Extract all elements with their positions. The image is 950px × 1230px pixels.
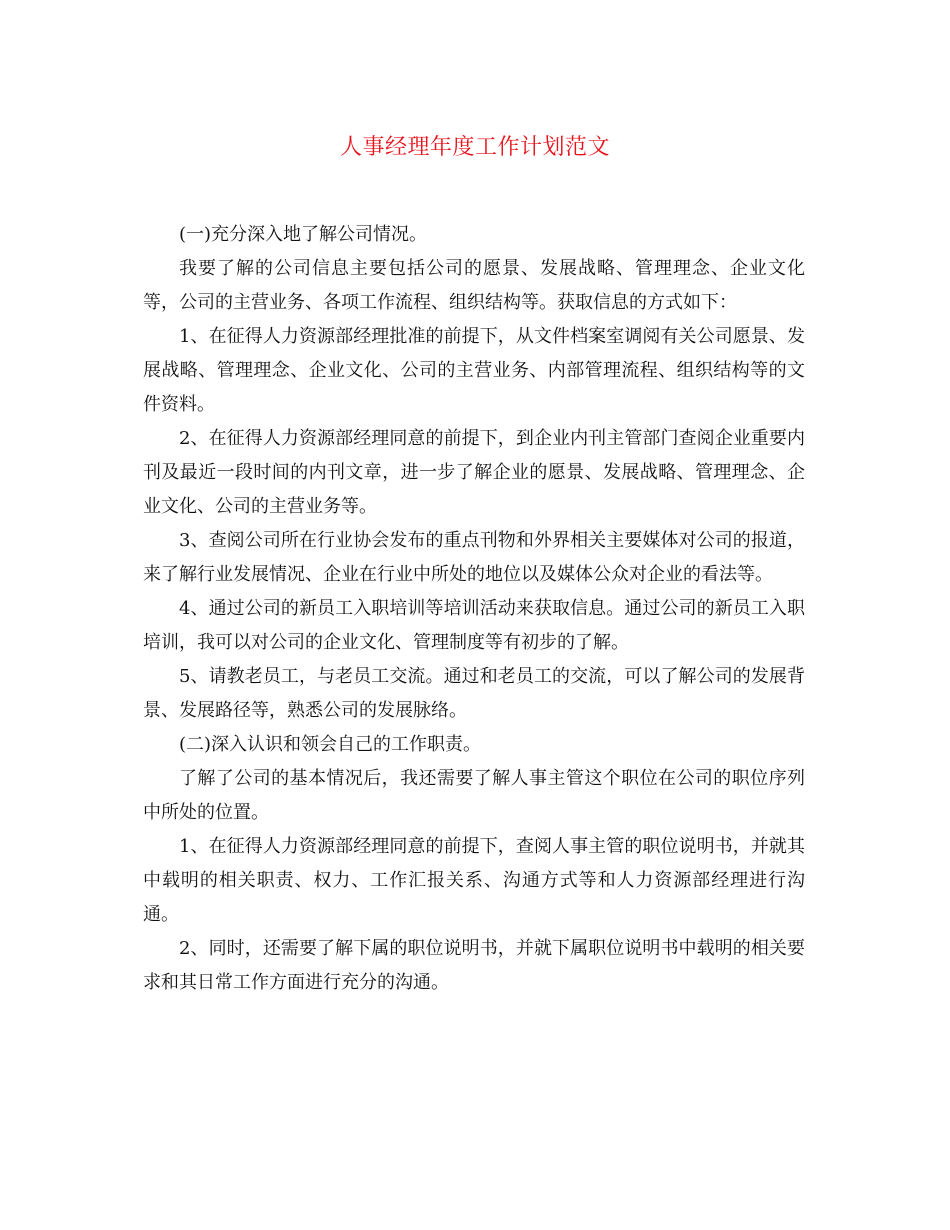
paragraph-section-2-heading: (二)深入认识和领会自己的工作职责。 xyxy=(179,734,482,755)
document-body xyxy=(143,218,805,1000)
paragraph-item-1: 1、在征得人力资源部经理批准的前提下，从文件档案室调阅有关公司愿景、发展战略、管理理念、企业文化、公司的主营业务、内部管理流程、组织结构等的文件资料。 xyxy=(143,326,805,415)
paragraph-item-5: 5、请教老员工，与老员工交流。通过和老员工的交流，可以了解公司的发展背景、发展路径等，熟悉公司的发展脉络。 xyxy=(143,666,805,721)
paragraph-intro: 我要了解的公司信息主要包括公司的愿景、发展战略、管理理念、企业文化等，公司的主营业务、各项工作流程、组织结构等。获取信息的方式如下： xyxy=(143,258,805,313)
paragraph-item-3: 3、查阅公司所在行业协会发布的重点刊物和外界相关主要媒体对公司的报道，来了解行业发展情况、企业在行业中所处的地位以及媒体公众对企业的看法等。 xyxy=(143,530,805,585)
document-title: 人事经理年度工作计划范文 xyxy=(339,135,610,160)
paragraph-section-2-item-2: 2、同时，还需要了解下属的职位说明书，并就下属职位说明书中载明的相关要求和其日常工作方面进行充分的沟通。 xyxy=(143,938,805,993)
paragraph-section-2-item-1: 1、在征得人力资源部经理同意的前提下，查阅人事主管的职位说明书，并就其中载明的相关职责、权力、工作汇报关系、沟通方式等和人力资源部经理进行沟通。 xyxy=(143,836,805,925)
paragraph-item-4: 4、通过公司的新员工入职培训等培训活动来获取信息。通过公司的新员工入职培训，我可以对公司的企业文化、管理制度等有初步的了解。 xyxy=(143,598,805,653)
paragraph-section-1-heading: (一)充分深入地了解公司情况。 xyxy=(179,224,428,245)
paragraph-item-2: 2、在征得人力资源部经理同意的前提下，到企业内刊主管部门查阅企业重要内刊及最近一段时间的内刊文章，进一步了解企业的愿景、发展战略、管理理念、企业文化、公司的主营业务等。 xyxy=(143,428,805,517)
paragraph-section-2-intro: 了解了公司的基本情况后，我还需要了解人事主管这个职位在公司的职位序列中所处的位置。 xyxy=(143,768,805,823)
